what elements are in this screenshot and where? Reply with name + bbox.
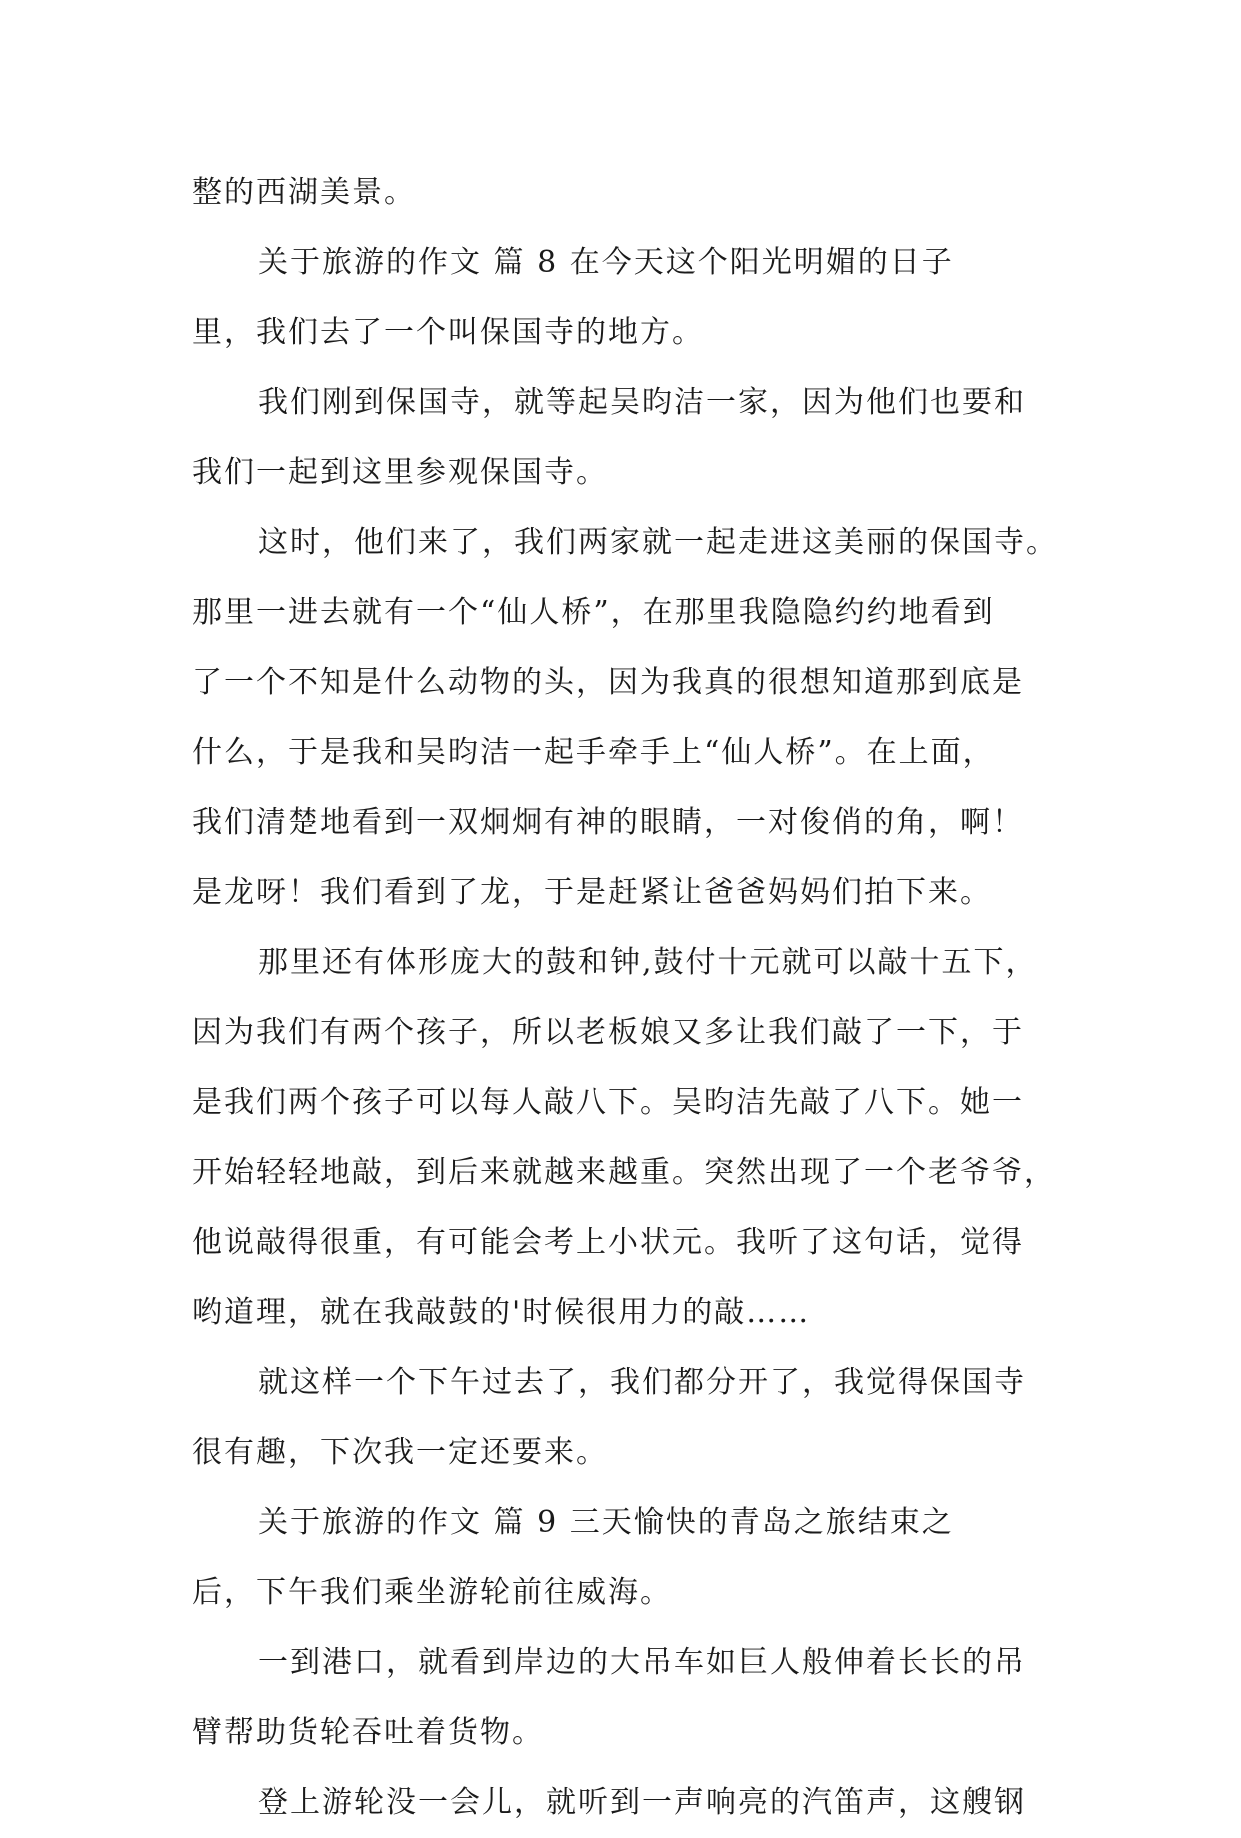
text-line: 是我们两个孩子可以每人敲八下。吴昀洁先敲了八下。她一 bbox=[192, 1085, 1024, 1120]
text-line: 臂帮助货轮吞吐着货物。 bbox=[192, 1715, 544, 1750]
text-line: 我们一起到这里参观保国寺。 bbox=[192, 455, 608, 490]
paragraph-start-line: 就这样一个下午过去了，我们都分开了，我觉得保国寺 bbox=[258, 1365, 1026, 1400]
document-body bbox=[192, 158, 1058, 1838]
text-line: 后，下午我们乘坐游轮前往威海。 bbox=[192, 1575, 672, 1610]
text-line: 哟道理，就在我敲鼓的'时候很用力的敲…… bbox=[192, 1295, 811, 1330]
section-heading-line: 关于旅游的作文 篇 9 三天愉快的青岛之旅结束之 bbox=[258, 1505, 954, 1540]
section-heading-line: 关于旅游的作文 篇 8 在今天这个阳光明媚的日子 bbox=[258, 245, 954, 280]
text-line: 那里一进去就有一个“仙人桥”，在那里我隐隐约约地看到 bbox=[192, 595, 995, 630]
text-line: 因为我们有两个孩子，所以老板娘又多让我们敲了一下，于 bbox=[192, 1015, 1024, 1050]
text-line: 他说敲得很重，有可能会考上小状元。我听了这句话，觉得 bbox=[192, 1225, 1024, 1260]
text-line: 很有趣，下次我一定还要来。 bbox=[192, 1435, 608, 1470]
text-line: 了一个不知是什么动物的头，因为我真的很想知道那到底是 bbox=[192, 665, 1024, 700]
text-line: 是龙呀！我们看到了龙，于是赶紧让爸爸妈妈们拍下来。 bbox=[192, 875, 992, 910]
text-line: 我们清楚地看到一双炯炯有神的眼睛，一对俊俏的角，啊！ bbox=[192, 805, 1024, 840]
text-line: 什么，于是我和吴昀洁一起手牵手上“仙人桥”。在上面， bbox=[192, 735, 995, 770]
paragraph-start-line: 一到港口，就看到岸边的大吊车如巨人般伸着长长的吊 bbox=[258, 1645, 1026, 1680]
text-line: 开始轻轻地敲，到后来就越来越重。突然出现了一个老爷爷， bbox=[192, 1155, 1056, 1190]
text-line: 里，我们去了一个叫保国寺的地方。 bbox=[192, 315, 704, 350]
paragraph-start-line: 那里还有体形庞大的鼓和钟,鼓付十元就可以敲十五下， bbox=[258, 945, 1038, 980]
paragraph-start-line: 这时，他们来了，我们两家就一起走进这美丽的保国寺。 bbox=[258, 525, 1058, 560]
paragraph-start-line: 登上游轮没一会儿，就听到一声响亮的汽笛声，这艘钢 bbox=[258, 1785, 1026, 1820]
paragraph-start-line: 我们刚到保国寺，就等起吴昀洁一家，因为他们也要和 bbox=[258, 385, 1026, 420]
text-line: 整的西湖美景。 bbox=[192, 175, 416, 210]
